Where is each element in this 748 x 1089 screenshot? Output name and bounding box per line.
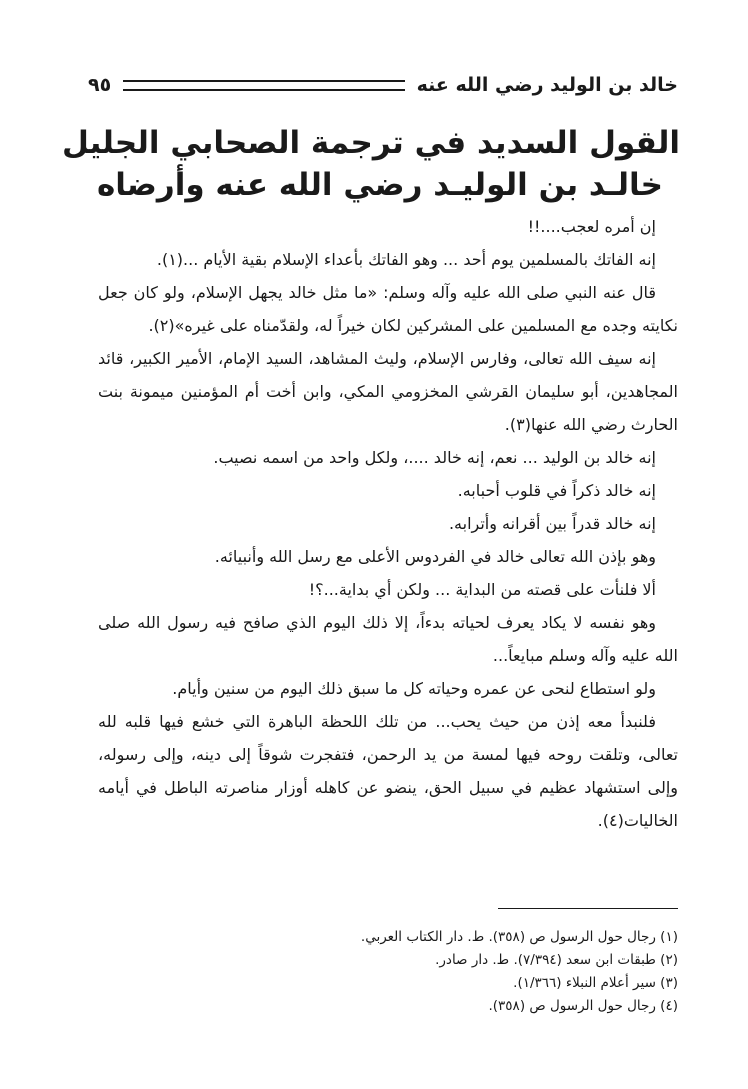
chapter-title-line-2: خالـد بن الوليـد رضي الله عنه وأرضاه xyxy=(96,167,664,203)
running-header xyxy=(88,68,678,102)
footnote: (٤) رجال حول الرسول ص (٣٥٨). xyxy=(488,998,678,1014)
paragraph: فلنبدأ معه إذن من حيث يحب... من تلك اللحظة الباهرة التي خشع فيها قلبه لله تعالى، وتلقت روحه فيها لمسة من يد الرحمن، فتفجرت شوقاً إلى دينه، وإلى رسوله، وإلى استشهاد عظيم في سبيل الحق، ينضو عن كاهله أوزار مناصرته الباطل في أيامه الخاليات(٤). xyxy=(98,712,678,830)
paragraph: وهو نفسه لا يكاد يعرف لحياته بدءاً، إلا ذلك اليوم الذي صافح فيه رسول الله صلى الله عليه وآله وسلم مبايعاً... xyxy=(98,613,678,665)
footnote: (٣) سير أعلام النبلاء (١/٣٦٦). xyxy=(513,975,678,991)
paragraph: قال عنه النبي صلى الله عليه وآله وسلم: «ما مثل خالد يجهل الإسلام، ولو كان جعل نكايته وجده مع المسلمين على المشركين لكان خيراً له، ولقدّمناه على غيره»(٢). xyxy=(98,283,678,335)
paragraph: إنه الفاتك بالمسلمين يوم أحد ... وهو الفاتك بأعداء الإسلام بقية الأيام ...(١). xyxy=(156,250,656,269)
paragraph: ألا فلنأت على قصته من البداية ... ولكن أي بداية...؟! xyxy=(308,580,656,599)
footnote: (١) رجال حول الرسول ص (٣٥٨). ط. دار الكتاب العربي. xyxy=(360,929,678,945)
footnote-separator xyxy=(498,908,678,909)
running-title: خالد بن الوليد رضي الله عنه xyxy=(416,74,678,96)
chapter-title-line-1: القول السديد في ترجمة الصحابي الجليل xyxy=(61,125,680,161)
paragraph: إنه خالد ذكراً في قلوب أحبابه. xyxy=(457,481,656,500)
paragraph: إن أمره لعجب....!! xyxy=(527,217,656,236)
paragraph: إنه خالد بن الوليد ... نعم، إنه خالد ....، ولكل واحد من اسمه نصيب. xyxy=(213,448,656,467)
header-double-rule xyxy=(123,80,404,91)
footnote: (٢) طبقات ابن سعد (٧/٣٩٤). ط. دار صادر. xyxy=(435,952,678,968)
paragraph: ولو استطاع لنحى عن عمره وحياته كل ما سبق ذلك اليوم من سنين وأيام. xyxy=(172,679,656,698)
paragraph: إنه خالد قدراً بين أقرانه وأترابه. xyxy=(448,514,656,533)
footnotes xyxy=(98,926,678,1018)
chapter-title xyxy=(61,122,680,206)
body-text xyxy=(98,210,678,837)
paragraph: إنه سيف الله تعالى، وفارس الإسلام، وليث المشاهد، السيد الإمام، الأمير الكبير، قائد المجاهدين، أبو سليمان القرشي المخزومي المكي، وابن أخت أم المؤمنين ميمونة بنت الحارث رضي الله عنها(٣). xyxy=(98,349,678,434)
paragraph: وهو بإذن الله تعالى خالد في الفردوس الأعلى مع رسل الله وأنبيائه. xyxy=(214,547,656,566)
page-number: ٩٥ xyxy=(88,74,112,96)
